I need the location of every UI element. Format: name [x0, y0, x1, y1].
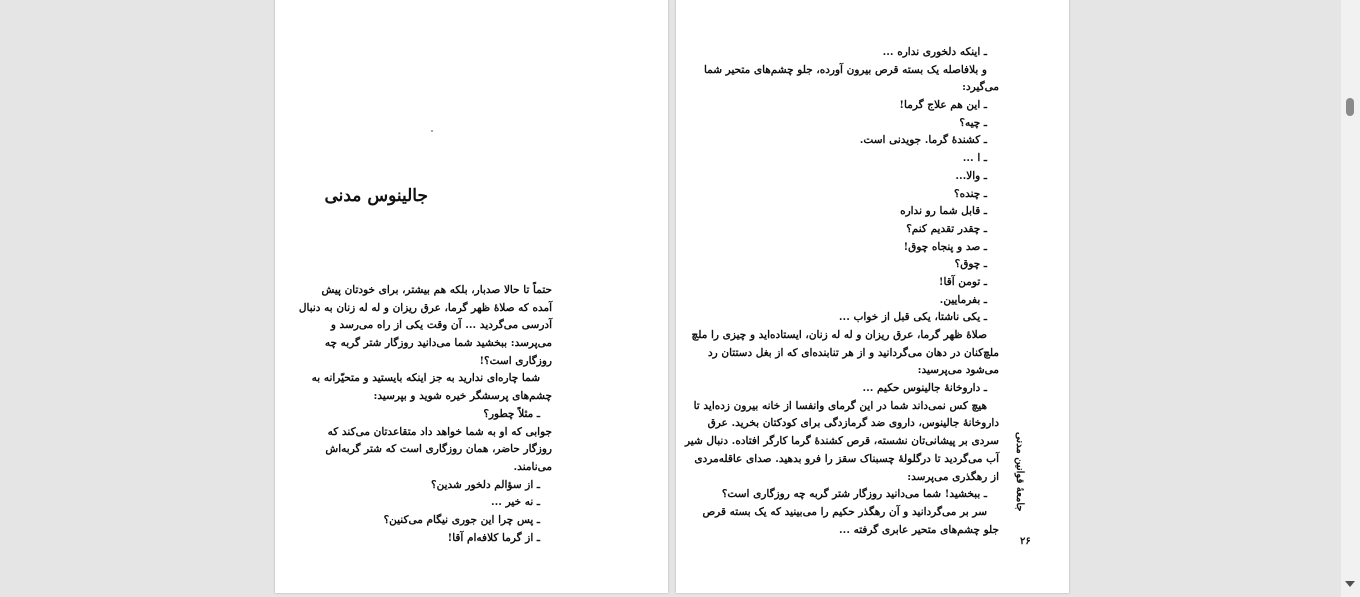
text-line: ـ والا...	[955, 169, 987, 182]
text-line: ـ چوق؟	[954, 258, 987, 271]
text-line: ـ نه خیر ...	[490, 496, 540, 509]
scroll-down-arrow-icon[interactable]	[1345, 581, 1355, 587]
text-line: شما چاره‌ای ندارید به جز اینکه بایستید و متحیّرانه به	[311, 372, 540, 385]
text-line: ـ داروخانهٔ جالینوس حکیم ...	[862, 382, 987, 395]
right-page-text	[685, 44, 999, 539]
text-line: می‌گیرد:	[962, 81, 999, 94]
text-line: ـ پس چرا این جوری نیگام می‌کنین؟	[383, 513, 540, 526]
text-line: صلاهٔ ظهر گرما، عرق ریزان و له له زنان، ایستاده‌اید و چیزی را ملچ	[691, 329, 987, 341]
text-line: ـ مثلاً چطور؟	[483, 407, 540, 420]
page-right	[676, 0, 1069, 593]
text-line: جوابی که او به شما خواهد داد متقاعدتان می‌کند که	[327, 425, 552, 438]
text-line: ـ این هم علاج گرما!	[899, 99, 987, 112]
text-line: ـ چیه؟	[959, 116, 987, 129]
text-line: سر بر می‌گردانید و آن رهگذر حکیم را می‌بینید که یک بسته قرص	[702, 505, 987, 518]
text-line: روزگار حاضر، همان روزگاری است که شتر گربه‌اش	[325, 443, 552, 456]
page-left	[275, 0, 668, 593]
text-line: ـ صد و پنجاه چوق!	[903, 240, 987, 253]
text-line: سردی بر پیشانی‌تان نشسته، قرص کشندهٔ گرما کارگر افتاده. دنبال شیر	[685, 435, 999, 448]
text-line: آمده که صلاهٔ ظهر گرما، عرق ریزان و له له زنان به دنبال	[298, 301, 552, 314]
text-line: ـ اینکه دلخوری نداره ...	[882, 46, 987, 58]
text-line: می‌پرسد: ببخشید شما می‌دانید روزگار شتر گربه چه	[324, 337, 552, 350]
text-line: ـ چنده؟	[954, 187, 987, 200]
text-line: می‌نامند.	[513, 460, 552, 473]
scrollbar-thumb[interactable]	[1346, 98, 1354, 116]
text-line: ـ ا ...	[962, 152, 987, 165]
text-line: روزگاری است؟!	[479, 354, 552, 367]
left-page-text	[298, 282, 552, 547]
text-line: ـ یکی ناشتا، یکی قبل از خواب ...	[838, 311, 987, 324]
running-head: جامعهٔ قوانین مدنی	[1014, 432, 1025, 512]
text-line: آدرسی می‌گردید ... آن وقت یکی از راه می‌رسد و	[330, 319, 552, 332]
text-line: از رهگذری می‌پرسد:	[907, 470, 999, 483]
text-line: هیچ کس نمی‌داند شما در این گرمای وانفسا از خانه بیرون زده‌اید تا	[693, 399, 987, 412]
text-line: ملچ‌کنان در دهان می‌گردانید و از هر تنابنده‌ای که از بغل دستتان رد	[708, 346, 999, 359]
vertical-scrollbar[interactable]	[1341, 0, 1360, 597]
text-line: ـ از سؤالم دلخور شدین؟	[431, 478, 540, 491]
text-line: چشم‌های پرسشگر خیره شوید و بپرسید:	[373, 390, 552, 403]
text-line: جلو چشم‌های متحیر عابری گرفته ...	[839, 523, 999, 536]
text-line: حتماً تا حالا صدبار، بلکه هم بیشتر، برای خودتان پیش	[321, 284, 552, 296]
text-line: ـ بفرمایین.	[939, 293, 987, 306]
text-line: می‌شود می‌پرسید:	[917, 364, 999, 377]
text-line: ـ قابل شما رو نداره	[900, 205, 987, 218]
page-dot-mark	[431, 130, 433, 132]
text-line: و بلافاصله یک بسته قرص بیرون آورده، جلو چشم‌های متحیر شما	[703, 63, 987, 76]
text-line: ـ تومن آقا!	[938, 275, 987, 288]
text-line: داروخانهٔ جالینوس، داروی ضد گرمازدگی برای کودکتان بخرید. عرق	[707, 417, 999, 430]
text-line: ـ ببخشید! شما می‌دانید روزگار شتر گربه چه روزگاری است؟	[721, 488, 987, 501]
chapter-title: جالینوس مدنی	[324, 186, 428, 206]
text-line: ـ از گرما کلافه‌ام آقا!	[447, 531, 540, 544]
text-line: آب می‌گردید تا درگلولهٔ چسبناک سقز را فرو بدهید. صدای عاقله‌مردی	[694, 452, 999, 465]
page-number: ۲۶	[1020, 536, 1031, 547]
text-line: ـ کشندهٔ گرما. جویدنی است.	[859, 134, 987, 147]
text-line: ـ چقدر تقدیم کنم؟	[906, 222, 987, 235]
